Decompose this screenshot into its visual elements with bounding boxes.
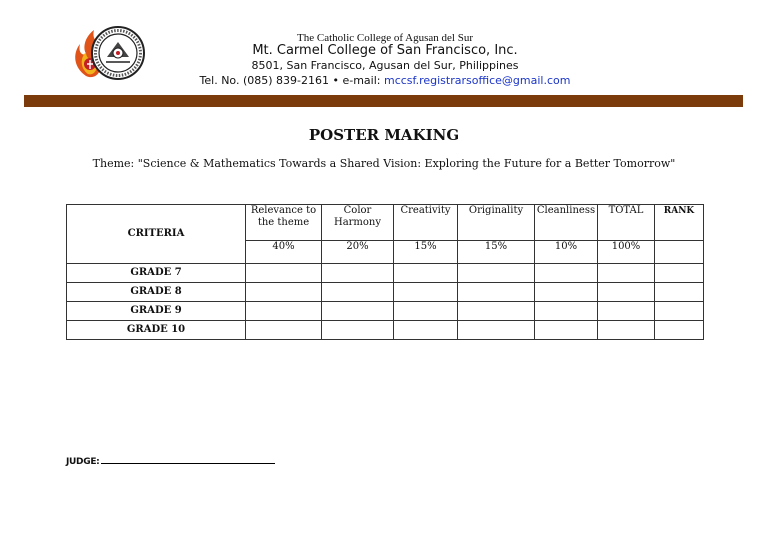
score-cell[interactable] xyxy=(322,321,394,340)
column-header: Relevance to the theme xyxy=(246,205,322,241)
table-row xyxy=(67,321,704,340)
column-header: TOTAL xyxy=(598,205,655,241)
grade-label: GRADE 8 xyxy=(67,283,246,302)
score-cell[interactable] xyxy=(246,264,322,283)
judge-signature-field xyxy=(66,455,275,467)
grade-label: GRADE 9 xyxy=(67,302,246,321)
score-cell[interactable] xyxy=(655,302,704,321)
weight-cell: 40% xyxy=(246,241,322,264)
column-header: RANK xyxy=(655,205,704,241)
grade-label: GRADE 7 xyxy=(67,264,246,283)
table-row xyxy=(67,283,704,302)
score-cell[interactable] xyxy=(458,264,535,283)
score-cell[interactable] xyxy=(598,264,655,283)
grade-label: GRADE 10 xyxy=(67,321,246,340)
header-tel: Tel. No. (085) 839-2161 • e-mail: xyxy=(199,74,384,87)
criteria-table xyxy=(66,204,704,340)
score-cell[interactable] xyxy=(246,302,322,321)
score-cell[interactable] xyxy=(322,264,394,283)
score-cell[interactable] xyxy=(246,321,322,340)
header-address: 8501, San Francisco, Agusan del Sur, Philippines xyxy=(251,59,519,72)
score-cell[interactable] xyxy=(394,302,458,321)
score-cell[interactable] xyxy=(246,283,322,302)
score-cell[interactable] xyxy=(394,283,458,302)
score-cell[interactable] xyxy=(535,264,598,283)
score-cell[interactable] xyxy=(655,321,704,340)
score-cell[interactable] xyxy=(394,321,458,340)
judge-signature-line[interactable] xyxy=(101,455,275,464)
header-affiliation: The Catholic College of Agusan del Sur xyxy=(297,32,473,44)
score-cell[interactable] xyxy=(598,283,655,302)
score-cell[interactable] xyxy=(535,321,598,340)
document-theme: Theme: "Science & Mathematics Towards a Shared Vision: Exploring the Future for a Better Tomorrow" xyxy=(92,157,676,170)
score-cell[interactable] xyxy=(458,321,535,340)
column-header: Cleanliness xyxy=(535,205,598,241)
score-cell[interactable] xyxy=(394,264,458,283)
judge-label: JUDGE: xyxy=(66,457,100,467)
header-email-link[interactable]: mccsf.registrarsoffice@gmail.com xyxy=(383,74,571,87)
header-college-name: Mt. Carmel College of San Francisco, Inc. xyxy=(252,43,518,58)
table-header-row xyxy=(67,205,704,241)
header-contact xyxy=(190,74,580,87)
weight-cell: 10% xyxy=(535,241,598,264)
header-divider-bar xyxy=(24,95,743,107)
table-row xyxy=(67,264,704,283)
college-seal-logo xyxy=(72,24,148,82)
score-cell[interactable] xyxy=(655,264,704,283)
seal-ring-icon xyxy=(92,27,144,79)
weight-cell: 15% xyxy=(458,241,535,264)
document-title: POSTER MAKING xyxy=(308,126,460,144)
score-cell[interactable] xyxy=(655,283,704,302)
score-cell[interactable] xyxy=(535,283,598,302)
score-cell[interactable] xyxy=(322,302,394,321)
table-row xyxy=(67,302,704,321)
score-cell[interactable] xyxy=(322,283,394,302)
score-cell[interactable] xyxy=(458,283,535,302)
score-cell[interactable] xyxy=(535,302,598,321)
weight-cell: 20% xyxy=(322,241,394,264)
weight-cell: 100% xyxy=(598,241,655,264)
criteria-header: CRITERIA xyxy=(67,205,246,264)
column-header: Creativity xyxy=(394,205,458,241)
score-cell[interactable] xyxy=(598,302,655,321)
weight-cell: 15% xyxy=(394,241,458,264)
score-cell[interactable] xyxy=(598,321,655,340)
column-header: Color Harmony xyxy=(322,205,394,241)
column-header: Originality xyxy=(458,205,535,241)
score-cell[interactable] xyxy=(458,302,535,321)
weight-cell xyxy=(655,241,704,264)
